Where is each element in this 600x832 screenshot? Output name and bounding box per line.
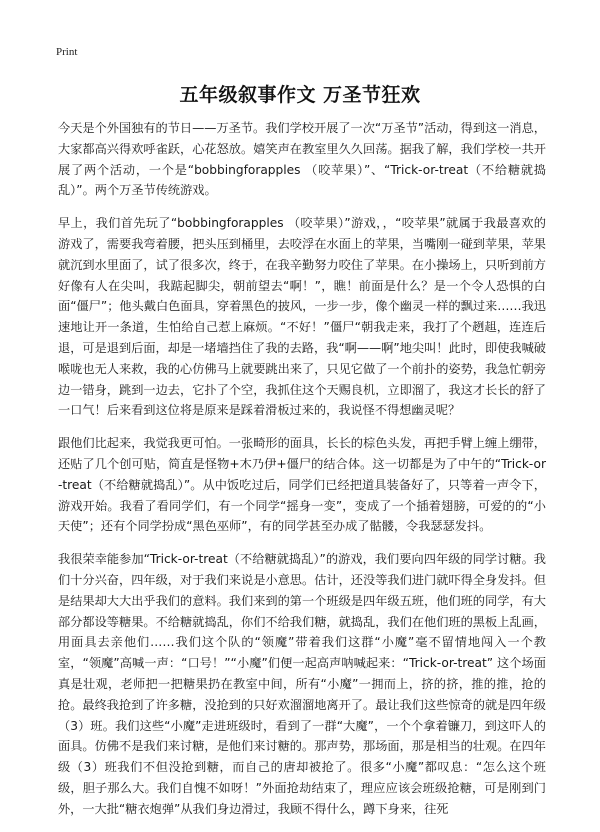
article-body	[58, 118, 546, 832]
print-link[interactable]: Print	[56, 46, 78, 58]
article-title: 五年级叙事作文 万圣节狂欢	[179, 84, 421, 106]
paragraph-intro: 今天是个外国独有的节日——万圣节。我们学校开展了一次“万圣节”活动，得到这一消息，大家都高兴得欢呼雀跃，心花怒放。嬉笑声在教室里久久回荡。据我了解，我们学校一共开展了两个活动，一个是“bobbingforapples （咬苹果）”、“Trick-or-treat（不给糖就捣乱）”。两个万圣节传统游戏。	[58, 121, 546, 198]
paragraph-trick-or-treat: 我很荣幸能参加“Trick-or-treat（不给糖就捣乱）”的游戏，我们要向四年级的同学讨糖。我们十分兴奋，四年级，对于我们来说是小意思。估计，还没等我们进门就吓得全身发抖。但是结果却大大出乎我们的意料。我们来到的第一个班级是四年级五班，他们班的同学，有大部分都设等糖果。不给糖就捣乱，你们不给我们糖，就捣乱，我们在他们班的黑板上乱画，用面具去亲他们……我们这个队的“领魔”带着我们这群“小魔”毫不留情地闯入一个教室，“领魔”高喊一声：“口号！”“小魔”们便一起高声呐喊起来：“Trick-or-treat” 这个场面真是壮观，老师把一把糖果扔在教室中间，所有“小魔”一拥而上，挤的挤，推的推，抢的抢。最终我抢到了许多糖，没抢到的只好欢溜溜地离开了。最让我们这些惊奇的就是四年级（3）班。我们这些“小魔”走进班级时，看到了一群“大魔”，一个个拿着镰刀，到这吓人的面具。仿佛不是我们来讨糖，是他们来讨糖的。那声势，那场面，那是相当的壮观。在四年级（3）班我们不但没抢到糖，而自己的唐却被抢了。很多“小魔”都叹息：“怎么这个班级，胆子那么大。我们自愧不如呀！”外面抢劫结束了，理应应该会班级抢糖，可是刚到门外，一大批“糖衣炮弹”从我们身边滑过，我顾不得什么，蹲下身来，往死	[58, 552, 546, 816]
paragraph-costumes: 跟他们比起来，我觉我更可怕。一张畸形的面具，长长的棕色头发，再把手臂上缠上绷带，还贴了几个创可贴，简直是怪物+木乃伊+僵尸的结合体。这一切都是为了中午的“Trick-or-treat（不给糖就捣乱）”。从中饭吃过后，同学们已经把道具装备好了，只等着一声令下，游戏开始。我看了看同学们，有一个同学“摇身一变”，变成了一个插着翅膀，可爱的的“小天使”；还有个同学扮成“黑色巫师”，有的同学甚至办成了骷髅，令我瑟瑟发抖。	[58, 436, 546, 534]
paragraph-apple-game: 早上，我们首先玩了“bobbingforapples （咬苹果）”游戏，，“咬苹果”就属于我最喜欢的游戏了，需要我弯着腰，把头压到桶里，去咬浮在水面上的苹果，当嘴刚一碰到苹果，苹果就沉到水里面了，试了很多次，终于，在我辛勤努力咬住了苹果。在小操场上，只听到前方好像有人在尖叫，我踮起脚尖，朝前望去“啊！”，瞧！前面是什么？是一个令人恐惧的白面“僵尸”；他头戴白色面具，穿着黑色的披风，一步一步，像个幽灵一样的飘过来……我迅速地让开一条道，生怕给自己惹上麻烦。“不好！”僵尸“朝我走来，我打了个趔趄，连连后退，可是退到后面，却是一堵墙挡住了我的去路，我“啊——啊”地尖叫！此时，即使我喊破喉咙也无人来救，我的心仿佛马上就要跳出来了，只见它做了一个前扑的姿势，我急忙朝旁边一错身，跳到一边去，它扑了个空，我抓住这个天赐良机，立即溜了，我这才长长的舒了一口气！后来看到这位将是原来是踩着滑板过来的，我说怪不得想幽灵呢？	[58, 216, 546, 418]
